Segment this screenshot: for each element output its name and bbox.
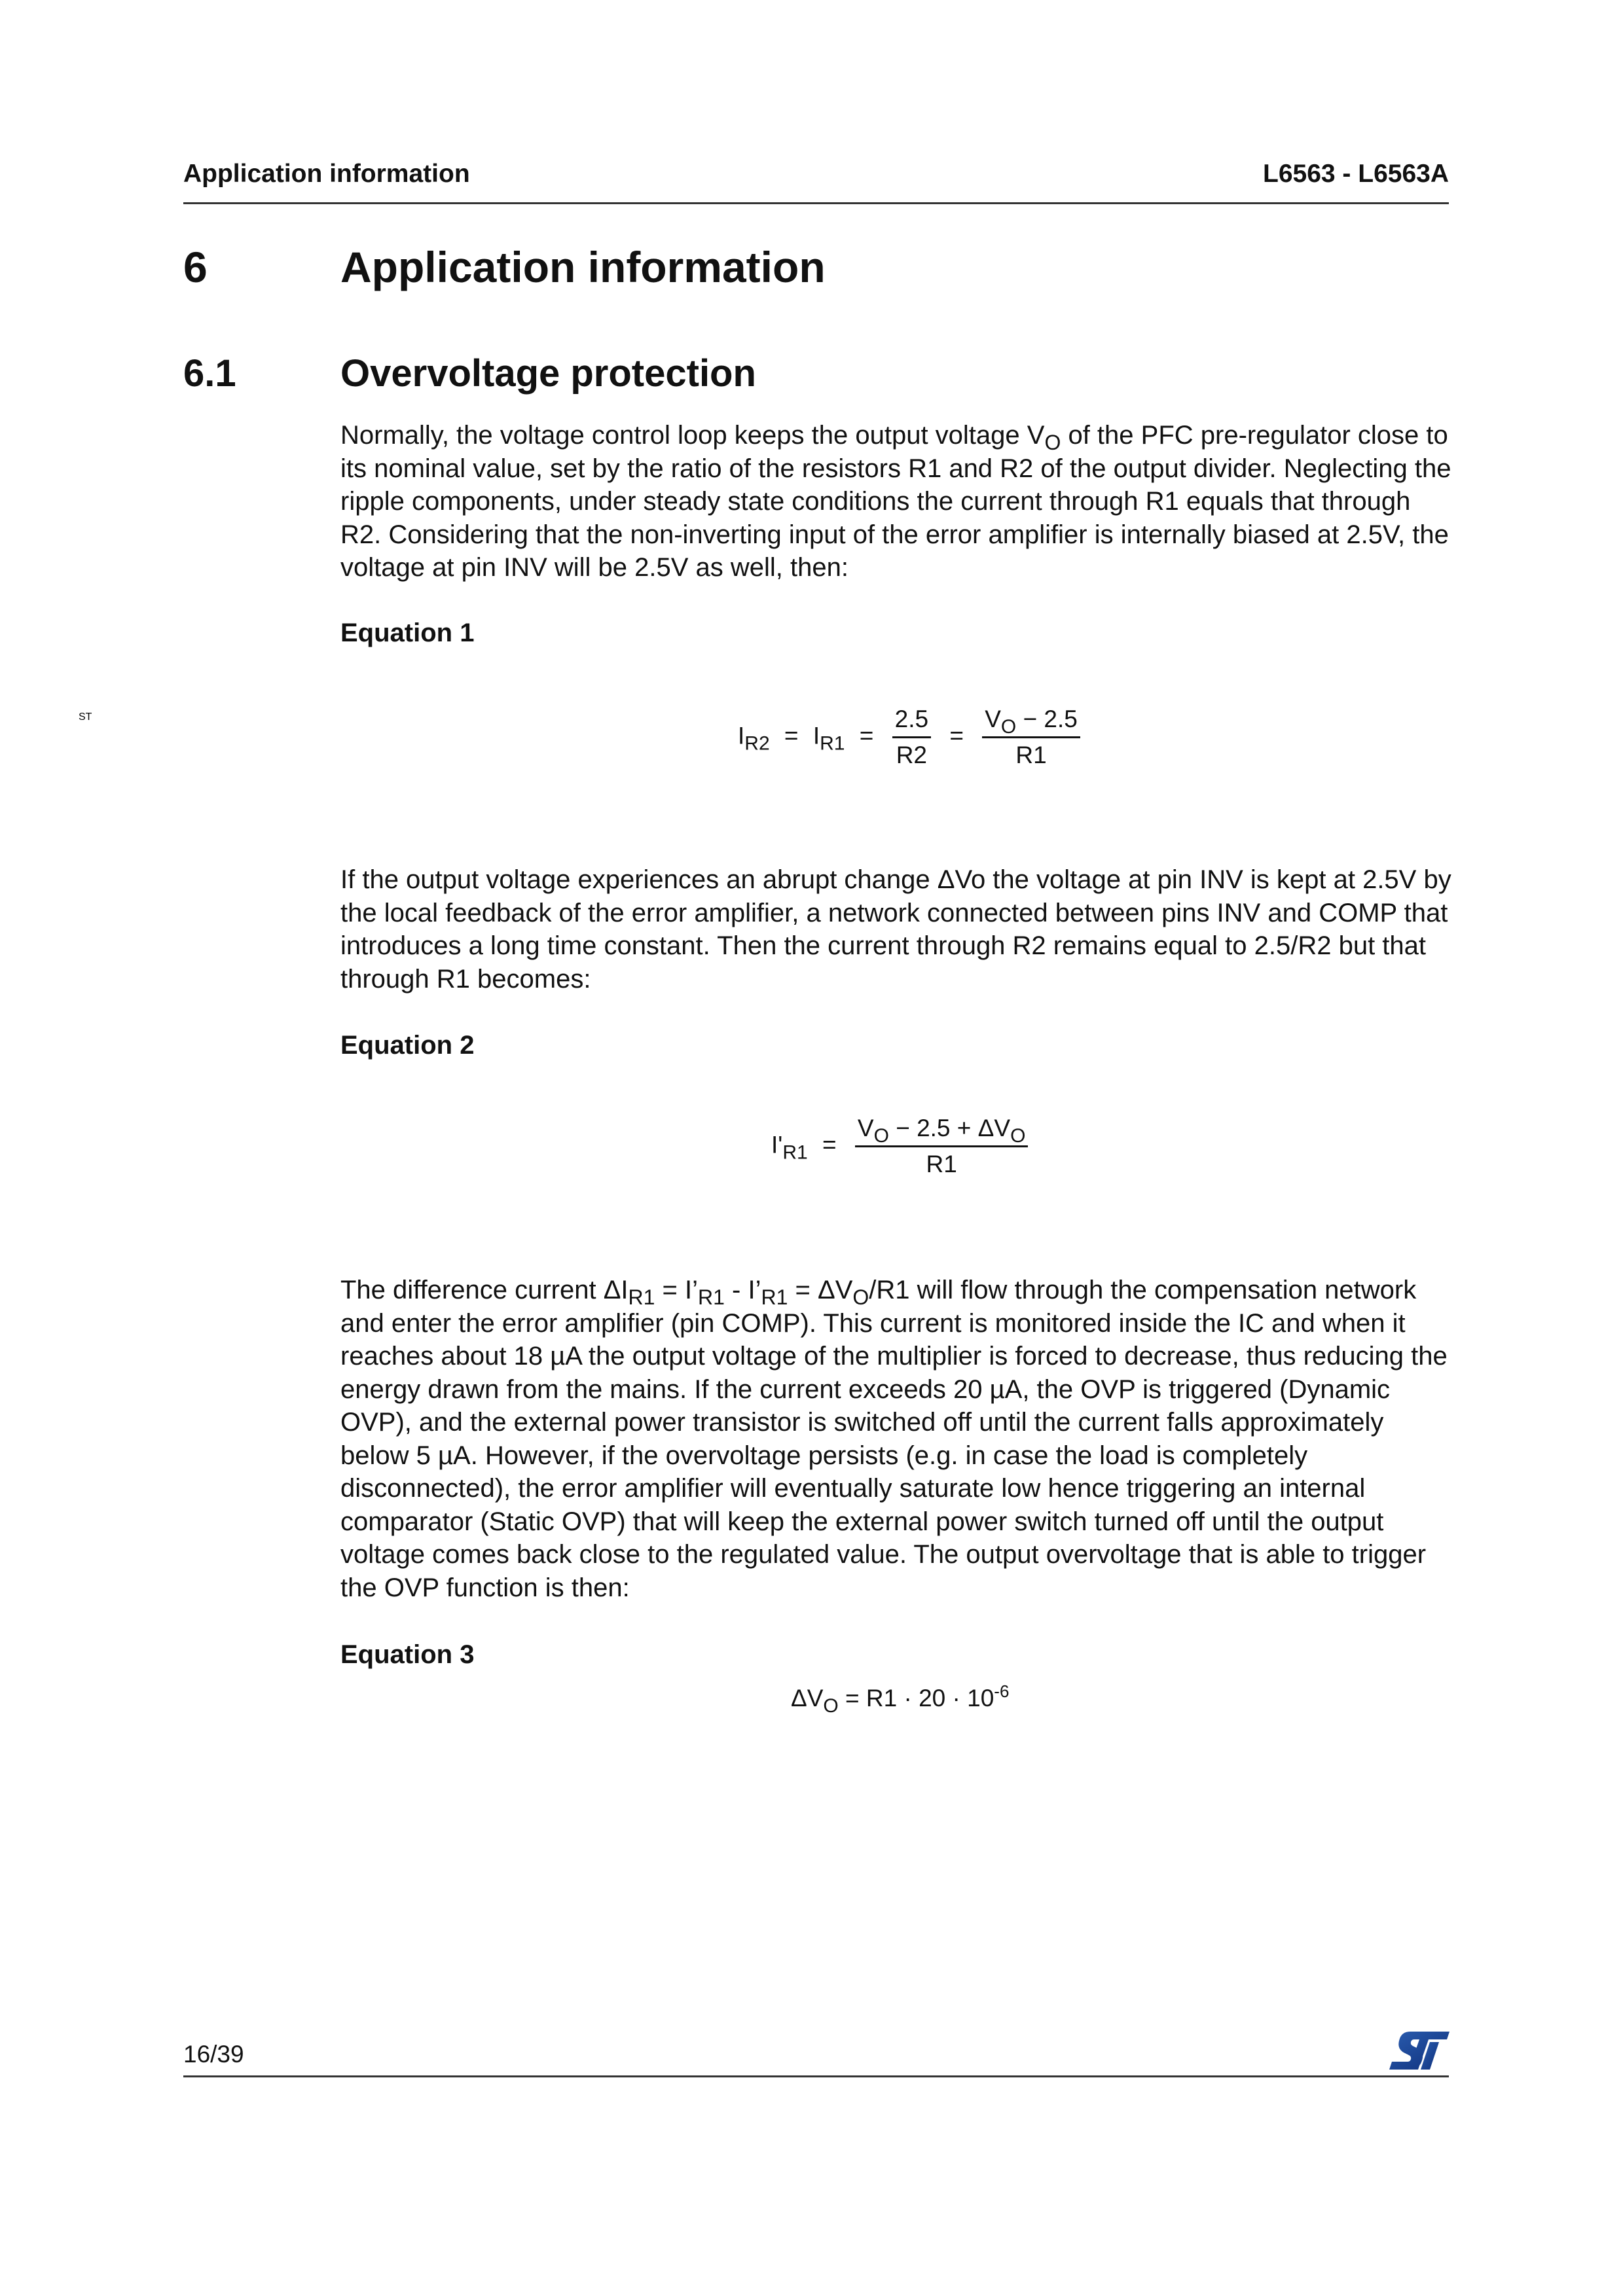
section-title: Application information bbox=[340, 243, 826, 291]
equation-1-label: Equation 1 bbox=[340, 619, 475, 647]
section-number: 6 bbox=[183, 243, 208, 291]
paragraph-3: The difference current $\Delta I_{R1}$ = $I’_{R1}$ - $I’_{R1} = \Delta V_O/R1$ will flow through the compensation network and enter the error amplifier (pin COMP). This current is monitored inside the IC and when it reaches about 18 µA the output voltage of the multiplier is forced to decrease, thus reducing the energy drawn from the mains. If the current exceeds 20 µA, the OVP is triggered (Dynamic OVP), and the external power transistor is switched off until the current falls approximately below 5 µA. However, if the overvoltage persists (e.g. in case the load is completely disconnected), the error amplifier will eventually saturate low hence triggering an internal comparator (Static OVP) that will keep the external power switch turned off until the output voltage comes back close to the regulated value. The output overvoltage that is able to trigger the OVP function is then: bbox=[340, 1276, 1448, 1602]
equation-1-fraction-2: $\frac{V_O - 2.5}{R1}$ bbox=[982, 704, 1080, 771]
paragraph-1: Normally, the voltage control loop keeps the output voltage $V_O$ of the PFC pre-regulator close to its nominal value, set by the ratio of the resistors R1 and R2 of the output divider. Neglecting the ripple components, under steady state conditions the current through R1 equals that through R2. Considering that the non-inverting input of the error amplifier is internally biased at 2.5V, the voltage at pin INV will be 2.5V as well, then: bbox=[340, 421, 1451, 582]
svg-text:ST: ST bbox=[79, 711, 92, 723]
equation-2-label: Equation 2 bbox=[340, 1031, 475, 1060]
equation-2: $I'_{R1}$ = $\frac{V_O - 2.5 + \Delta V_O}{R1}$ bbox=[771, 1113, 1032, 1180]
subsection-title: Overvoltage protection bbox=[340, 352, 756, 395]
running-header-left: Application information bbox=[183, 160, 470, 188]
header-rule bbox=[183, 202, 1449, 204]
footer-rule bbox=[183, 2075, 1449, 2077]
equation-3-label: Equation 3 bbox=[340, 1640, 475, 1669]
paragraph-2: If the output voltage experiences an abrupt change ΔVo the voltage at pin INV is kept at 2.5V by the local feedback of the error amplifier, a network connected between pins INV and COMP that introduces a long time constant. Then the current through R2 remains equal to 2.5/R2 but that through R1 becomes: bbox=[340, 865, 1451, 994]
equation-1: $I_{R2} = I_{R1}$ = $\frac{2.5}{R2}$ = $\frac{V_O - 2.5}{R1}$ bbox=[738, 704, 1084, 771]
running-header-right: L6563 - L6563A bbox=[1263, 160, 1449, 188]
subsection-number: 6.1 bbox=[183, 352, 236, 395]
equation-1-fraction-1: $\frac{2.5}{R2}$ bbox=[892, 704, 931, 771]
page-number: 16/39 bbox=[183, 2041, 244, 2068]
equation-3: $\Delta V_O = R1 \cdot 20 \cdot 10^{-6}$ bbox=[791, 1681, 1010, 1717]
equation-2-fraction: $\frac{V_O - 2.5 + \Delta V_O}{R1}$ bbox=[855, 1113, 1029, 1180]
